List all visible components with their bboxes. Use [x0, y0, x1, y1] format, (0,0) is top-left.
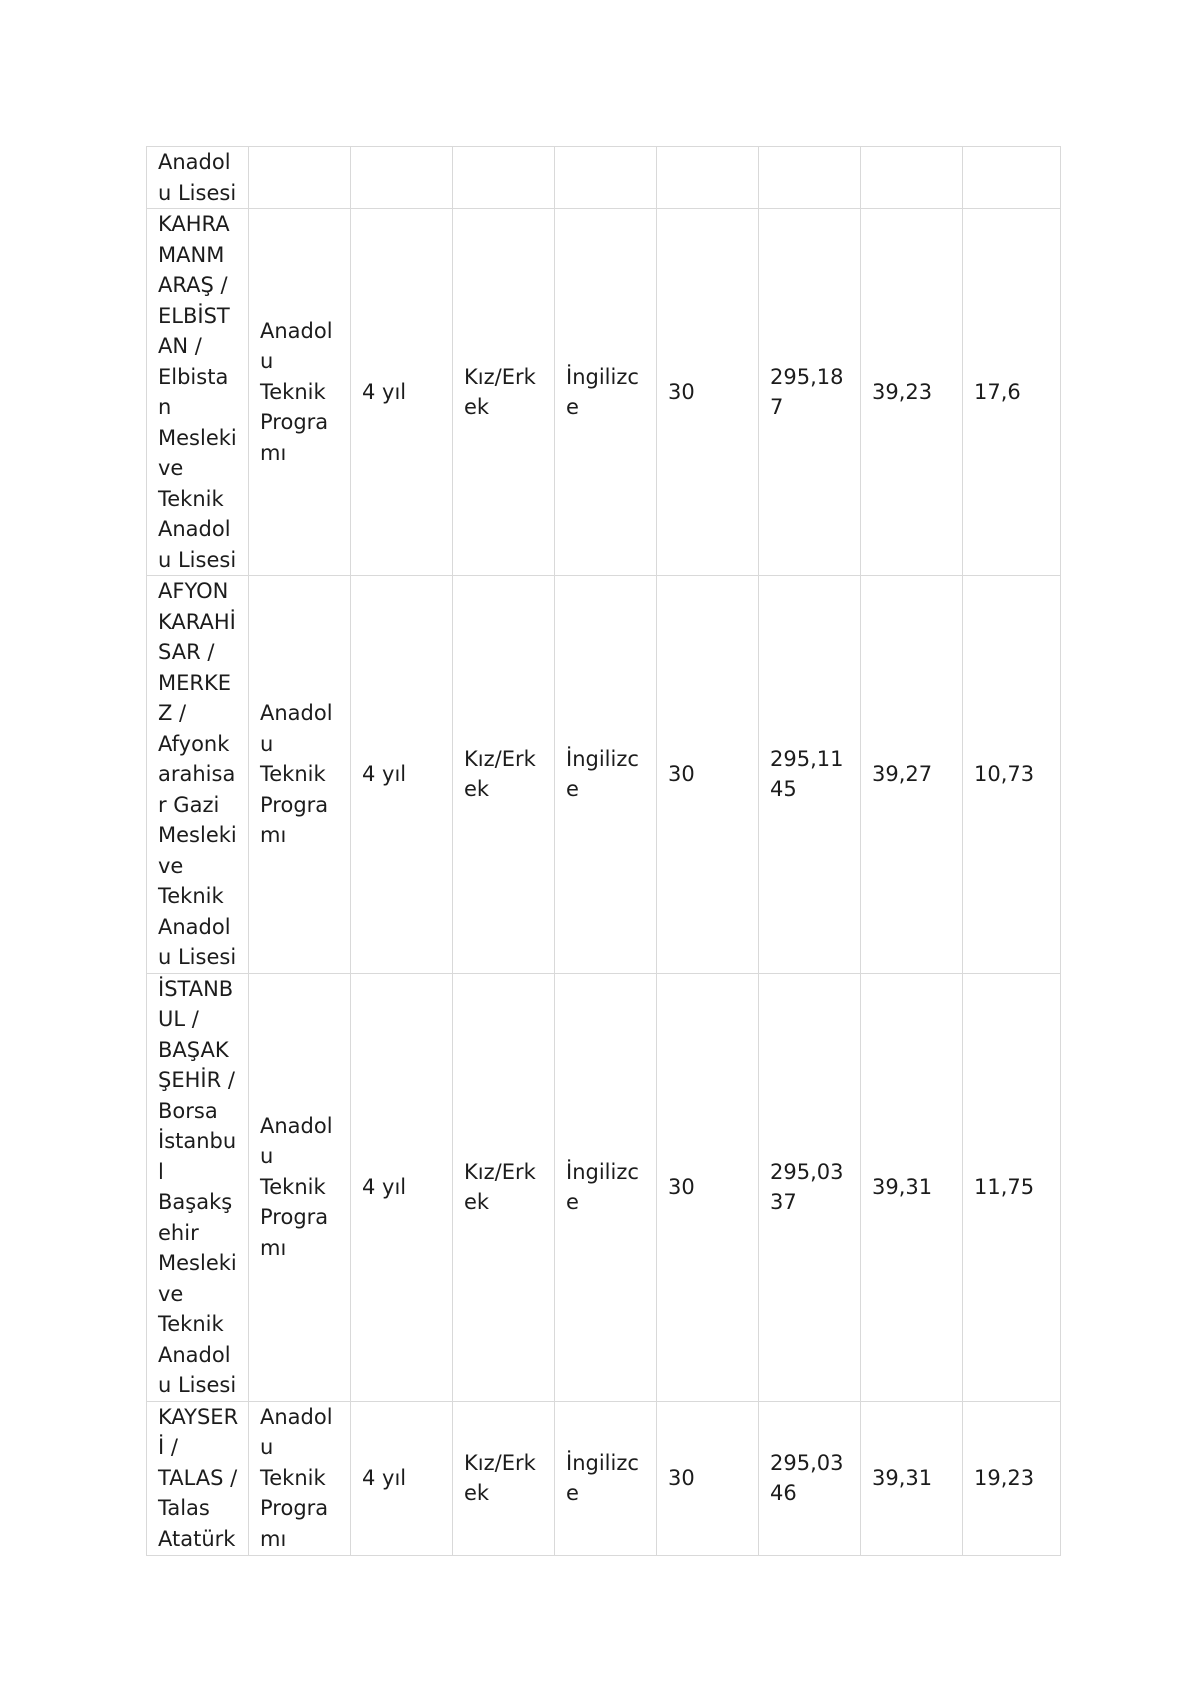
- score-cell: 295,03 46: [759, 1401, 861, 1555]
- school-name-cell: AFYON KARAHİ SAR / MERKE Z / Afyonk arahisa r Gazi Mesleki ve Teknik Anadol u Lisesi: [147, 576, 249, 974]
- quota-cell: 30: [657, 209, 759, 576]
- percentile-cell: 39,27: [861, 576, 963, 974]
- program-cell: Anadol u Teknik Progra mı: [249, 209, 351, 576]
- value-cell: 17,6: [963, 209, 1061, 576]
- quota-cell: 30: [657, 973, 759, 1401]
- table-row: [147, 1401, 1061, 1555]
- school-name-cell: KAYSER İ / TALAS / Talas Atatürk: [147, 1401, 249, 1555]
- table-row: [147, 973, 1061, 1401]
- table-row: [147, 576, 1061, 974]
- program-cell: Anadol u Teknik Progra mı: [249, 576, 351, 974]
- school-name-cell: KAHRA MANM ARAŞ / ELBİST AN / Elbista n Mesleki ve Teknik Anadol u Lisesi: [147, 209, 249, 576]
- quota-cell: 30: [657, 576, 759, 974]
- percentile-cell: 39,31: [861, 1401, 963, 1555]
- quota-cell: 30: [657, 1401, 759, 1555]
- duration-cell: [351, 147, 453, 209]
- language-cell: İngilizc e: [555, 576, 657, 974]
- value-cell: 10,73: [963, 576, 1061, 974]
- percentile-cell: 39,23: [861, 209, 963, 576]
- table-row: [147, 209, 1061, 576]
- table-row: [147, 147, 1061, 209]
- quota-cell: [657, 147, 759, 209]
- school-name-cell: İSTANB UL / BAŞAK ŞEHİR / Borsa İstanbu l Başakş ehir Mesleki ve Teknik Anadol u Lisesi: [147, 973, 249, 1401]
- gender-cell: [453, 147, 555, 209]
- duration-cell: 4 yıl: [351, 576, 453, 974]
- value-cell: 11,75: [963, 973, 1061, 1401]
- gender-cell: Kız/Erk ek: [453, 576, 555, 974]
- program-cell: Anadol u Teknik Progra mı: [249, 973, 351, 1401]
- gender-cell: Kız/Erk ek: [453, 209, 555, 576]
- duration-cell: 4 yıl: [351, 209, 453, 576]
- gender-cell: Kız/Erk ek: [453, 973, 555, 1401]
- duration-cell: 4 yıl: [351, 973, 453, 1401]
- score-cell: 295,18 7: [759, 209, 861, 576]
- score-cell: 295,03 37: [759, 973, 861, 1401]
- score-cell: [759, 147, 861, 209]
- program-cell: Anadol u Teknik Progra mı: [249, 1401, 351, 1555]
- duration-cell: 4 yıl: [351, 1401, 453, 1555]
- school-table: [146, 146, 1061, 1556]
- language-cell: İngilizc e: [555, 1401, 657, 1555]
- score-cell: 295,11 45: [759, 576, 861, 974]
- language-cell: İngilizc e: [555, 209, 657, 576]
- program-cell: [249, 147, 351, 209]
- value-cell: 19,23: [963, 1401, 1061, 1555]
- percentile-cell: [861, 147, 963, 209]
- language-cell: İngilizc e: [555, 973, 657, 1401]
- percentile-cell: 39,31: [861, 973, 963, 1401]
- school-name-cell: Anadol u Lisesi: [147, 147, 249, 209]
- language-cell: [555, 147, 657, 209]
- gender-cell: Kız/Erk ek: [453, 1401, 555, 1555]
- value-cell: [963, 147, 1061, 209]
